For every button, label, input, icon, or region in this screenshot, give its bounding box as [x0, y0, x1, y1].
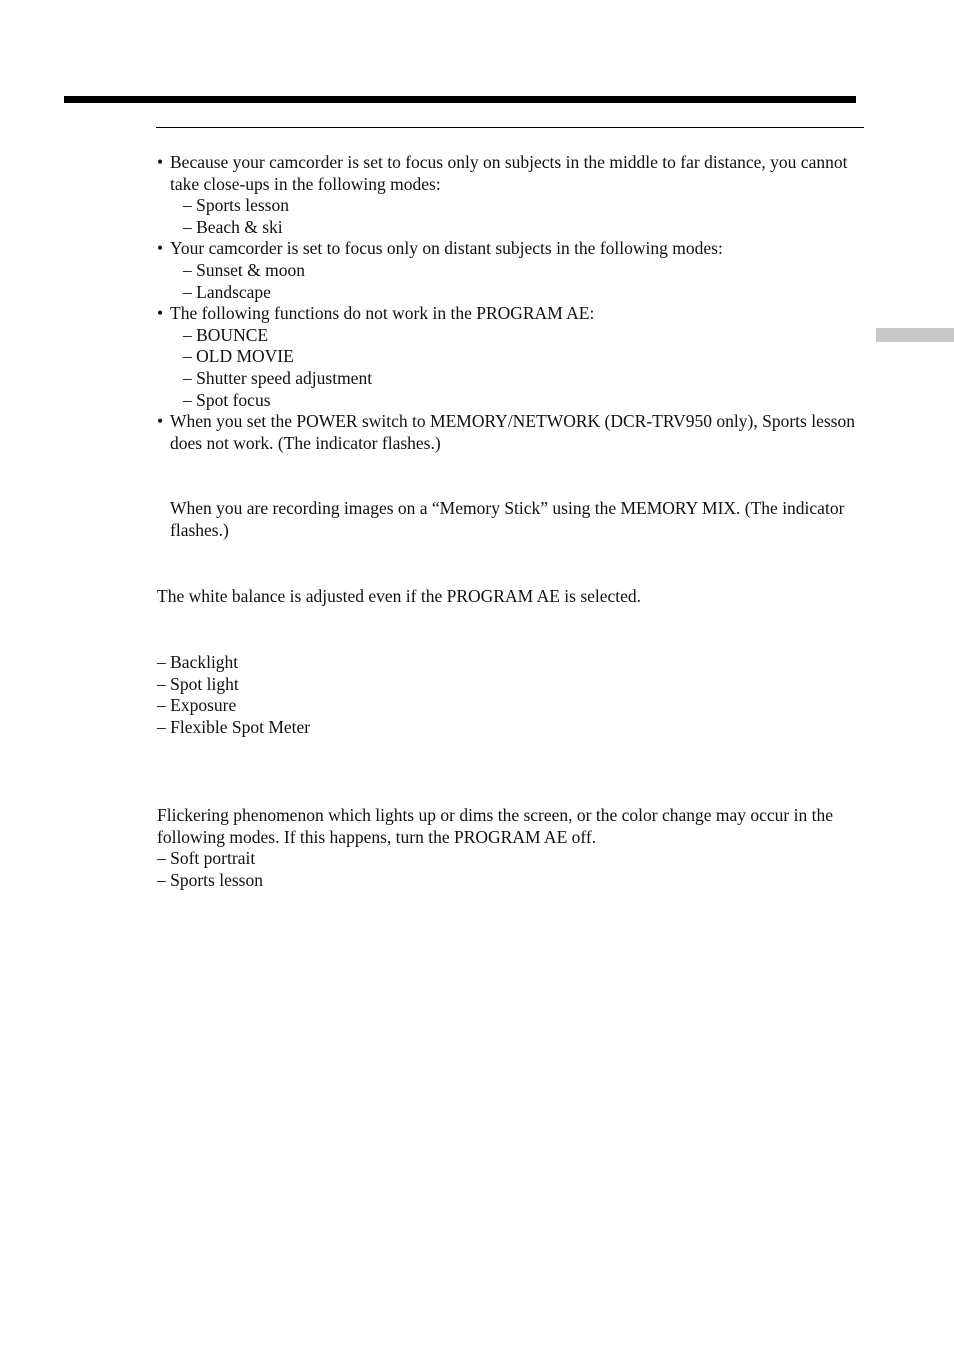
header-rule — [156, 127, 864, 128]
notes-list — [157, 152, 857, 454]
list-item: – Soft portrait — [157, 848, 256, 869]
list-item: – Sunset & moon — [183, 259, 306, 280]
list-item: – Sports lesson — [183, 195, 289, 216]
flicker-note — [157, 805, 857, 891]
note-bullet-close-ups — [157, 152, 857, 238]
list-item: – Beach & ski — [183, 216, 283, 237]
section-tab-marker — [876, 328, 954, 342]
list-item: – Spot light — [157, 673, 239, 694]
list-item: – Shutter speed adjustment — [183, 367, 373, 388]
mode-list — [170, 195, 857, 238]
adjustable-functions-list — [157, 652, 857, 738]
note-text: • When you set the POWER switch to MEMORY/NETWORK (DCR-TRV950 only), Sports lesson does not work. (The indicator flashes.) — [170, 411, 855, 453]
note-text: • Your camcorder is set to focus only on distant subjects in the following modes: — [170, 238, 723, 259]
note-text: The white balance is adjusted even if the PROGRAM AE is selected. — [157, 586, 642, 606]
list-item: – Backlight — [157, 652, 239, 672]
list-item: – Exposure — [157, 695, 237, 716]
memory-mix-note — [157, 498, 857, 541]
note-text: Flickering phenomenon which lights up or dims the screen, or the color change may occur in the following modes. If this happens, turn the PROGRAM AE off. — [157, 805, 833, 847]
note-bullet-distant — [157, 238, 857, 303]
note-bullet-power-switch — [157, 411, 857, 454]
note-text: • Because your camcorder is set to focus only on subjects in the middle to far distance, you cannot take close-ups in the following modes: — [170, 152, 848, 194]
white-balance-note — [157, 586, 857, 608]
mode-list — [170, 260, 857, 303]
list-item: – Spot focus — [183, 389, 271, 410]
list-item: – BOUNCE — [183, 324, 269, 345]
header-bar — [64, 96, 856, 103]
list-item: – OLD MOVIE — [183, 346, 294, 367]
list-item: – Sports lesson — [157, 869, 263, 890]
note-bullet-functions — [157, 303, 857, 411]
note-text: • The following functions do not work in the PROGRAM AE: — [170, 303, 595, 324]
list-item: – Landscape — [183, 281, 271, 302]
list-item: – Flexible Spot Meter — [157, 716, 311, 737]
note-text: When you are recording images on a “Memory Stick” using the MEMORY MIX. (The indicator flashes.) — [170, 498, 845, 540]
function-list — [170, 325, 857, 411]
